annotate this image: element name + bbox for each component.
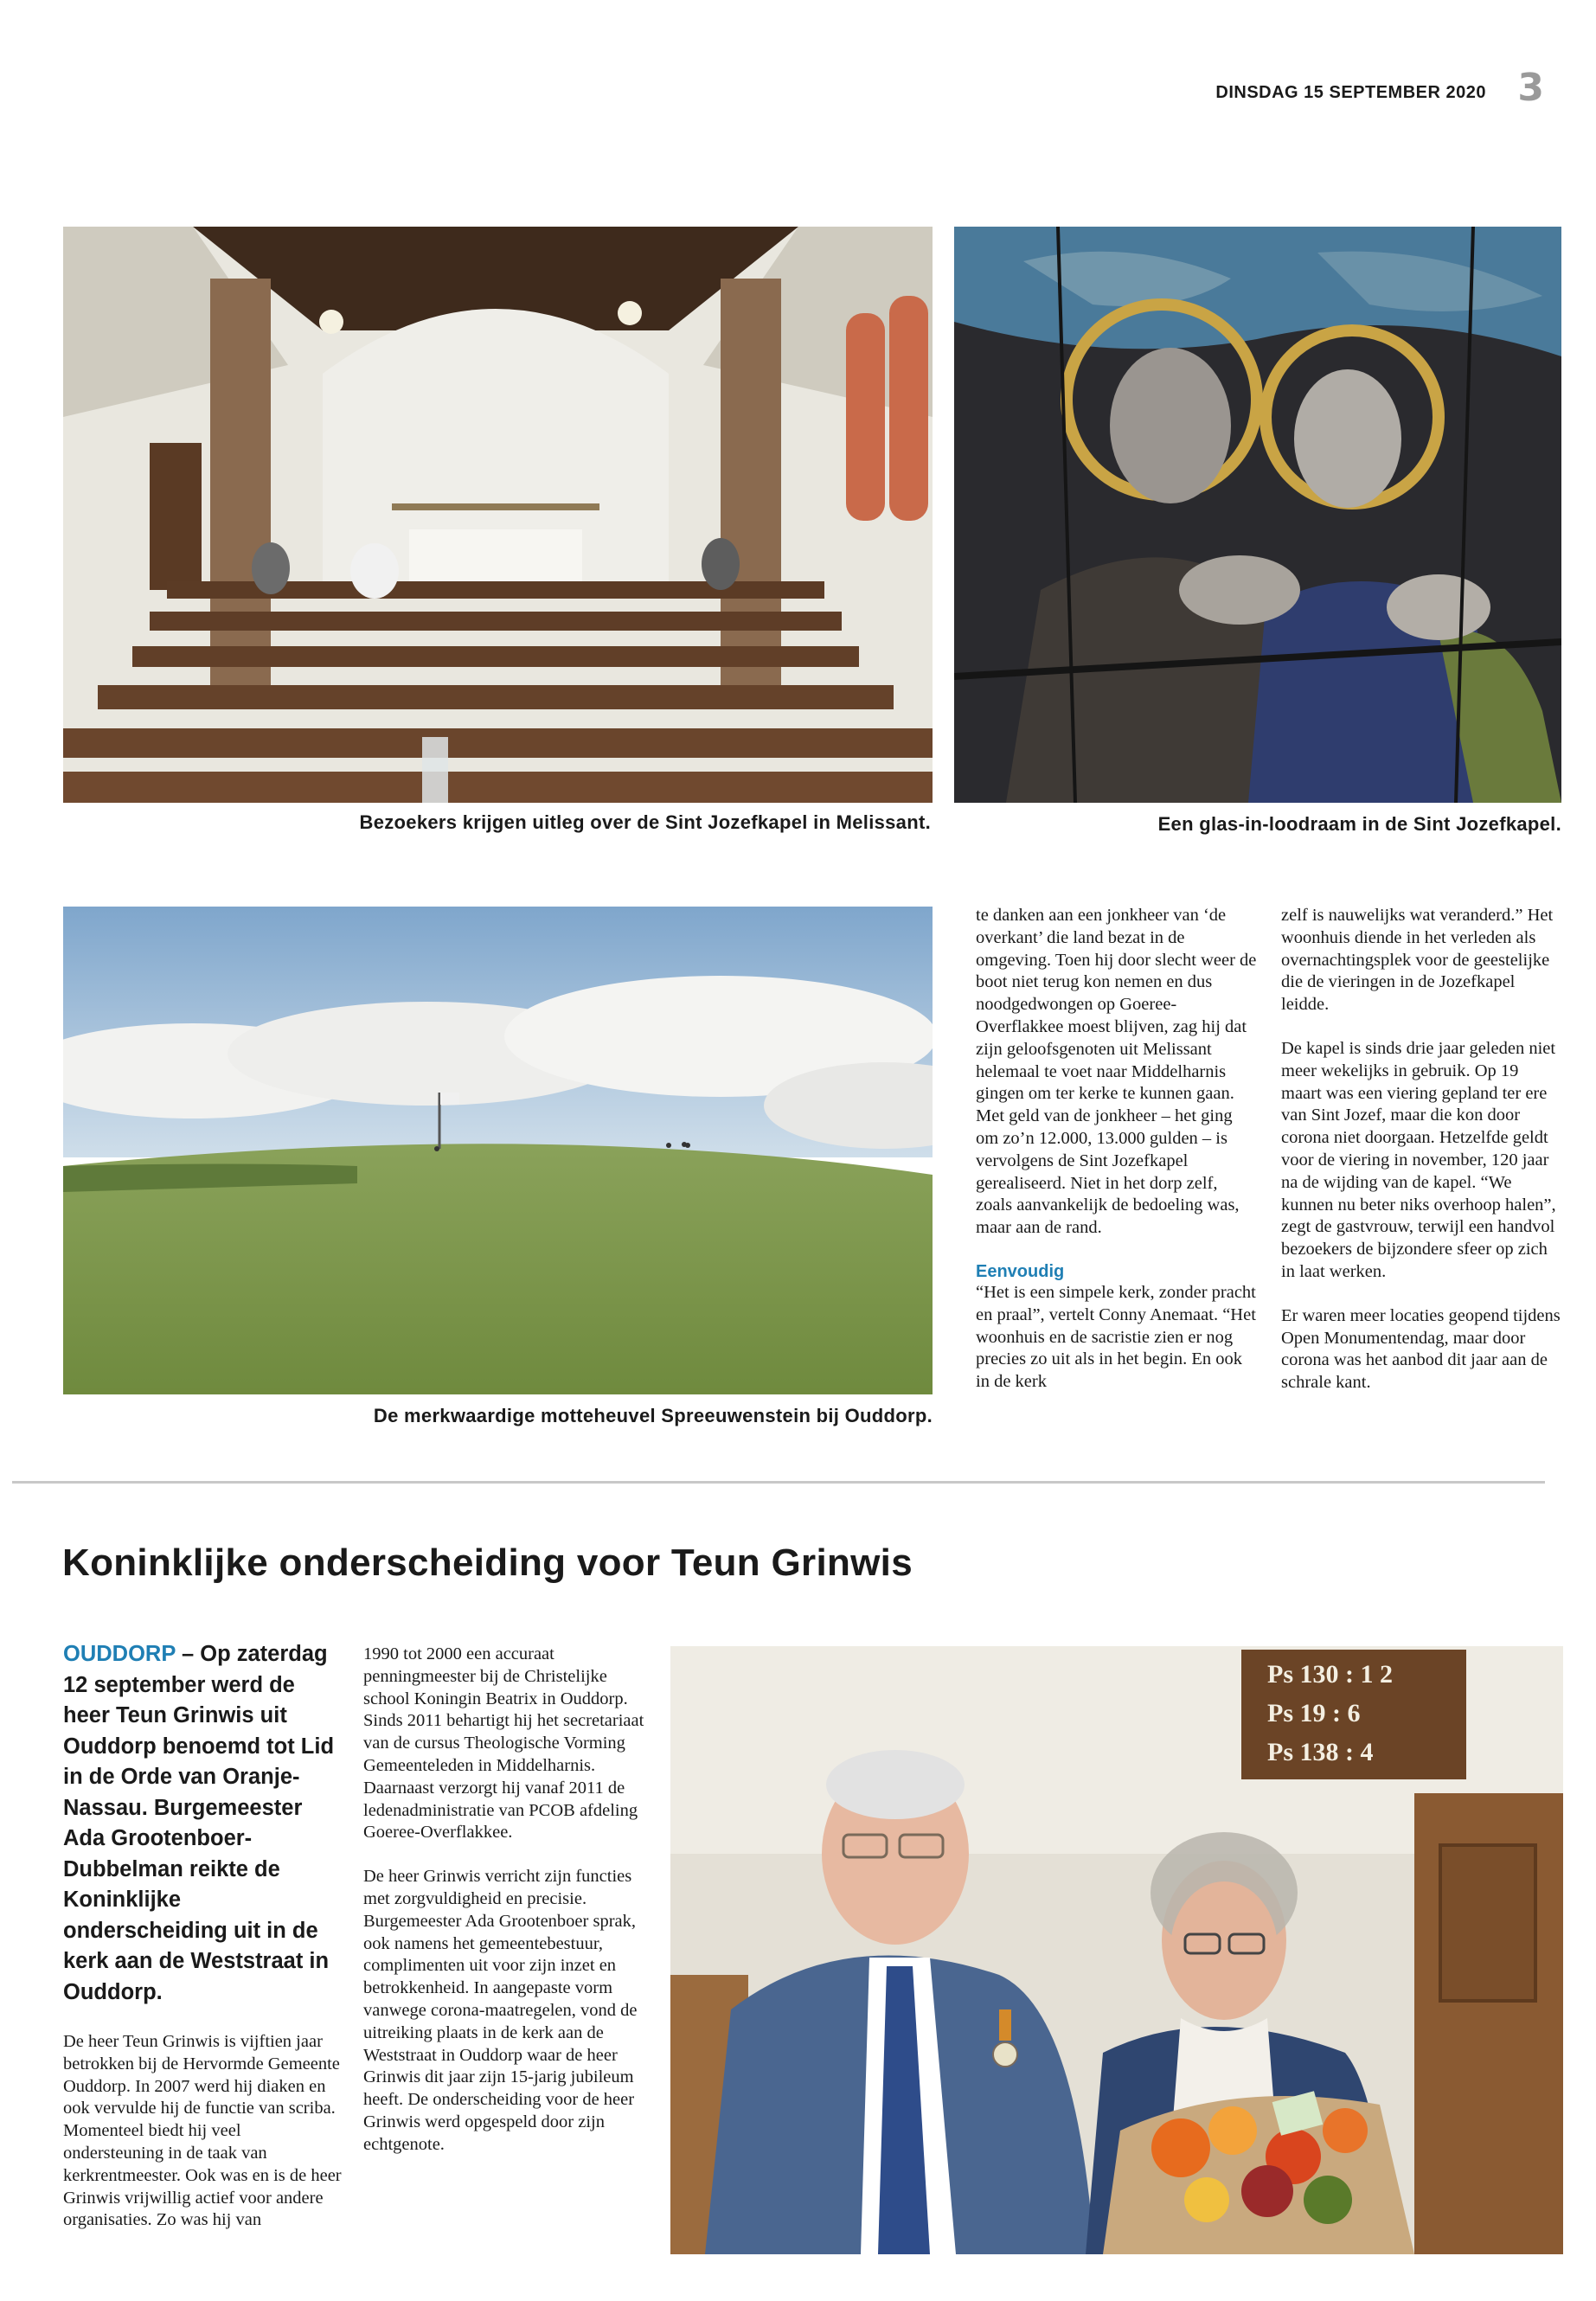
hymn-prefix: Ps	[1267, 1660, 1293, 1689]
dateline-place: OUDDORP	[63, 1642, 176, 1666]
article2-col2a-text: 1990 tot 2000 een accuraat penningmeester bij de Christelijke school Koningin Beatrix in Ouddorp. Sinds 2011 behartigt hij het secretariaat van de cursus Theologische Vorming Gemeenteleden in Middelharnis. Daarnaast verzorgt hij vanaf 2011 de ledenadministratie van PCOB afdeling Goeree-Overflakkee.	[363, 1644, 644, 1843]
article1-column-1	[976, 905, 1257, 1394]
article2-column-2	[363, 1644, 653, 2157]
stained-glass-photo	[954, 227, 1561, 803]
lead-text: – Op zaterdag 12 september werd de heer Teun Grinwis uit Ouddorp benoemd tot Lid in de Orde van Oranje-Nassau. Burgemeester Ada Grootenboer-Dubbelman reikte de Koninklijke onderscheiding uit in de kerk aan de Weststraat in Ouddorp.	[63, 1642, 335, 2004]
mound-photo	[63, 907, 933, 1394]
article1-col1-text: te danken aan een jonkheer van ‘de overkant’ die land bezat in de omgeving. Toen hij door slecht weer de boot niet terug kon nemen en dus noodgedwongen op Goeree-Overflakkee moest blijven, zag hij dat zijn geloofsgenoten uit Melissant helemaal te voet naar Middelharnis gingen om ter kerke te kunnen gaan. Met geld van de jonkheer – het ging om zo’n 12.000, 13.000 gulden – is vervolgens de Sint Jozefkapel gerealiseerd. Niet in het dorp zelf, zoals aanvankelijk de bedoeling was, maar aan de rand.	[976, 906, 1257, 1238]
hymn-verse: 6	[1347, 1699, 1361, 1727]
hymn-row-3: Ps 138 : 4	[1267, 1738, 1374, 1766]
article1-col1b-text: “Het is een simpele kerk, zonder pracht en praal”, vertelt Conny Anemaat. “Het woonhuis en de sacristie zien er nog precies zo uit als in het begin. En ook in de kerk	[976, 1282, 1256, 1392]
couple-photo	[670, 1646, 1563, 2254]
hymn-number: 130	[1299, 1660, 1339, 1689]
mound-photo-caption: De merkwaardige motteheuvel Spreeuwenstein bij Ouddorp.	[373, 1405, 933, 1426]
hymn-row-2: Ps 19 : 6	[1267, 1699, 1361, 1727]
article2-column-1	[63, 2031, 344, 2232]
hymn-number: 19	[1299, 1699, 1326, 1727]
chapel-interior-photo	[63, 227, 933, 803]
article2-col2b-text: De heer Grinwis verricht zijn functies met zorgvuldigheid en precisie. Burgemeester Ada Grootenboer sprak, ook namens het gemeentebestuur, complimenten uit voor zijn inzet en betrokkenheid. In aangepaste vorm vanwege corona-maatregelen, vond de uitreiking plaats in de kerk aan de Weststraat in Ouddorp waar de heer Grinwis dit jaar zijn 15-jarig jubileum heeft. De onderscheiding voor de heer Grinwis werd opgespeld door zijn echtgenote.	[363, 1867, 638, 2154]
hymn-number: 138	[1299, 1738, 1339, 1766]
page-number: 3	[1517, 66, 1544, 110]
article1-col2a-text: zelf is nauwelijks wat veranderd.” Het woonhuis diende in het verleden als overnachtingsplek voor de geestelijke die de vieringen in de Jozefkapel leidde.	[1281, 906, 1554, 1015]
hymn-verse: 4	[1360, 1738, 1374, 1766]
article2-col1-text: De heer Teun Grinwis is vijftien jaar betrokken bij de Hervormde Gemeente Ouddorp. In 2007 werd hij diaken en ook vervulde hij de functie van scriba. Momenteel biedt hij veel ondersteuning in de taak van kerkrentmeester. Ook was en is de heer Grinwis vrijwillig actief voor andere organisaties. Zo was hij van	[63, 2032, 342, 2230]
issue-date: DINSDAG 15 SEPTEMBER 2020	[1215, 83, 1486, 102]
article2-lead	[63, 1639, 344, 2008]
hymn-verse: 1 2	[1360, 1660, 1393, 1689]
article1-column-2	[1281, 905, 1562, 1394]
window-photo-caption: Een glas-in-loodraam in de Sint Jozefkapel.	[1157, 813, 1561, 835]
article2-headline: Koninklijke onderscheiding voor Teun Grinwis	[62, 1541, 913, 1584]
section-divider	[12, 1481, 1545, 1484]
article1-subhead: Eenvoudig	[976, 1261, 1065, 1281]
chapel-photo-caption: Bezoekers krijgen uitleg over de Sint Jozefkapel in Melissant.	[359, 811, 931, 833]
hymn-prefix: Ps	[1267, 1699, 1293, 1727]
article1-col2b-text: De kapel is sinds drie jaar geleden niet meer wekelijks in gebruik. Op 19 maart was een viering gepland ter ere van Sint Jozef, maar die kon door corona niet doorgaan. Hetzelfde geldt voor de viering in november, 120 jaar na de wijding van de kapel. “We kunnen nu beter niks overhoop halen”, zegt de gastvrouw, terwijl een handvol bezoekers de bijzondere sfeer op zich in laat werken.	[1281, 1038, 1556, 1281]
hymn-row-1: Ps 130 : 1 2	[1267, 1660, 1393, 1689]
article1-col2c-text: Er waren meer locaties geopend tijdens Open Monumentendag, maar door corona was het aanbod dit jaar aan de schrale kant.	[1281, 1305, 1561, 1393]
hymn-prefix: Ps	[1267, 1738, 1293, 1766]
